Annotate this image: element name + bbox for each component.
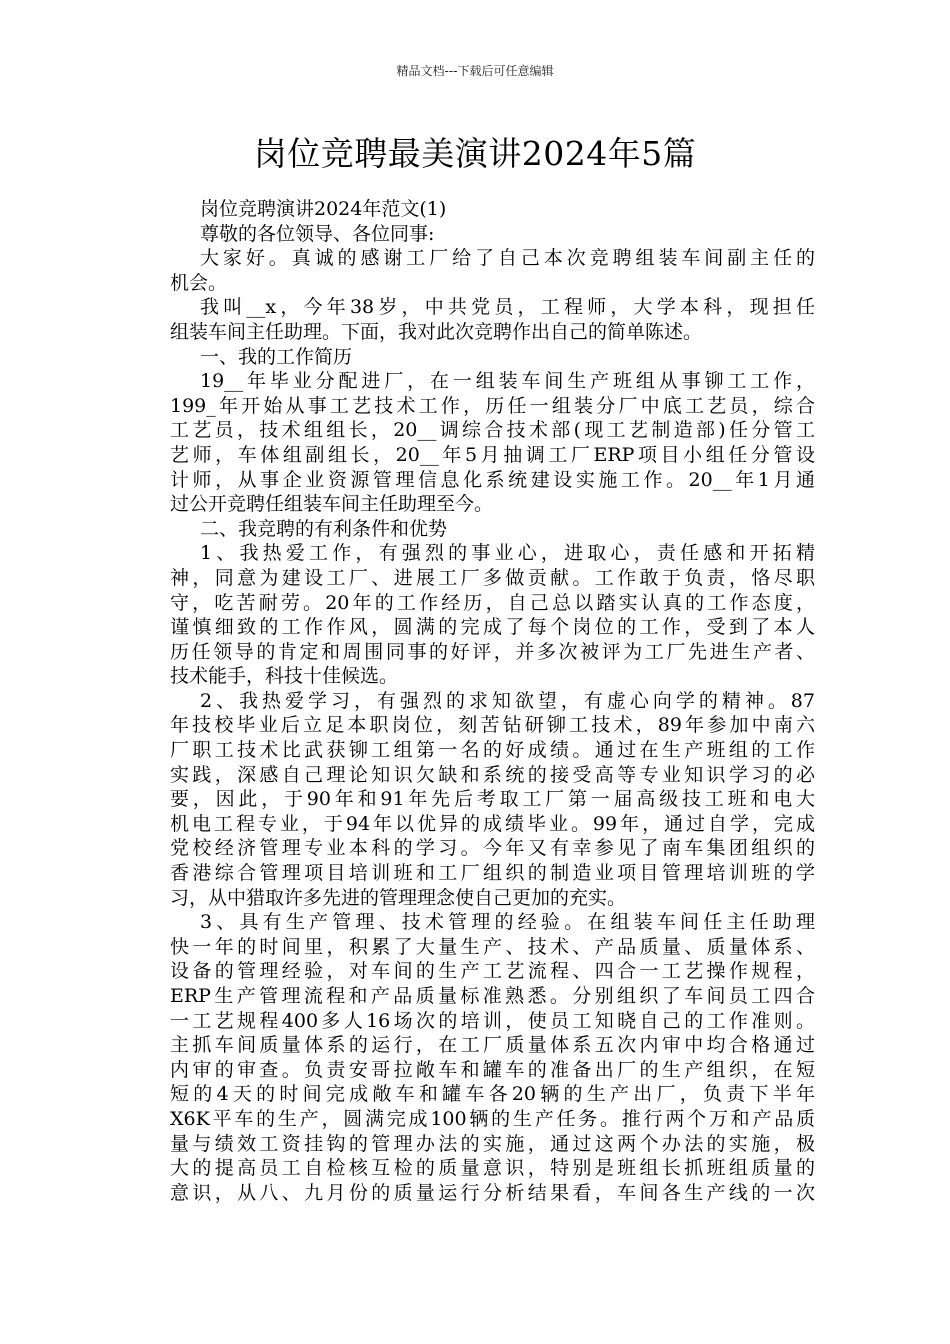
text-line: 历任领导的肯定和周围同事的好评，并多次被评为工厂先进生产者、: [170, 640, 815, 663]
text-line: 艺师，车体组副组长，20__年5月抽调工厂ERP项目小组任分管设: [170, 443, 815, 466]
text-line: 年技校毕业后立足本职岗位，刻苦钻研铆工技术，89年参加中南六: [170, 714, 815, 737]
text-line: 实践，深感自己理论知识欠缺和系统的接受高等专业知识学习的必: [170, 763, 815, 786]
text-line: 大家好。真诚的感谢工厂给了自己本次竞聘组装车间副主任的: [200, 247, 815, 270]
text-line: 要，因此，于90年和91年先后考取工厂第一届高级技工班和电大: [170, 788, 815, 811]
body-text: [170, 197, 815, 1205]
text-line: 2、我热爱学习，有强烈的求知欲望，有虚心向学的精神。87: [200, 689, 815, 712]
text-line: 谨慎细致的工作作风，圆满的完成了每个岗位的工作，受到了本人: [170, 616, 815, 639]
text-line: 二、我竞聘的有利条件和优势: [200, 517, 448, 540]
text-line: 短的4天的时间完成敞车和罐车各20辆的生产出厂，负责下半年: [170, 1083, 815, 1106]
text-line: 大的提高员工自检核互检的质量意识，特别是班组长抓班组质量的: [170, 1157, 815, 1180]
text-line: X6K平车的生产，圆满完成100辆的生产任务。推行两个万和产品质: [170, 1107, 815, 1130]
text-line: 神，同意为建设工厂、进展工厂多做贡献。工作敢于负责，恪尽职: [170, 566, 815, 589]
text-line: 主抓车间质量体系的运行，在工厂质量体系五次内审中均合格通过: [170, 1034, 815, 1057]
text-line: 厂职工技术比武获铆工组第一名的好成绩。通过在生产班组的工作: [170, 739, 815, 762]
text-line: 1、我热爱工作，有强烈的事业心，进取心，责任感和开拓精: [200, 542, 815, 565]
text-line: 量与绩效工资挂钩的管理办法的实施，通过这两个办法的实施，极: [170, 1132, 815, 1155]
text-line: 过公开竞聘任组装车间主任助理至今。: [170, 493, 494, 516]
text-line: 设备的管理经验，对车间的生产工艺流程、四合一工艺操作规程，: [170, 960, 815, 983]
text-line: 组装车间主任助理。下面，我对此次竞聘作出自己的简单陈述。: [170, 320, 703, 343]
text-line: 香港综合管理项目培训班和工厂组织的制造业项目管理培训班的学: [170, 862, 815, 885]
page-title: 岗位竞聘最美演讲2024年5篇: [253, 134, 697, 173]
text-line: ERP生产管理流程和产品质量标准熟悉。分别组织了车间员工四合: [170, 985, 815, 1007]
text-line: 内审的审查。负责安哥拉敞车和罐车的准备出厂的生产组织，在短: [170, 1058, 815, 1081]
text-line: 习，从中猎取许多先进的管理理念使自己更加的充实。: [170, 886, 627, 909]
text-line: 意识，从八、九月份的质量运行分析结果看，车间各生产线的一次: [170, 1181, 815, 1204]
text-line: 快一年的时间里，积累了大量生产、技术、产品质量、质量体系、: [170, 935, 815, 958]
text-line: 工艺员，技术组组长，20__调综合技术部(现工艺制造部)任分管工: [170, 419, 815, 442]
text-line: 3、具有生产管理、技术管理的经验。在组装车间任主任助理: [200, 911, 815, 934]
text-line: 一、我的工作简历: [200, 345, 353, 368]
text-line: 19__年毕业分配进厂，在一组装车间生产班组从事铆工工作，: [200, 370, 815, 393]
text-line: 技术能手，科技十佳候选。: [170, 665, 399, 688]
text-line: 计师，从事企业资源管理信息化系统建设实施工作。20__年1月通: [170, 468, 815, 491]
text-line: 党校经济管理专业本科的学习。今年又有幸参见了南车集团组织的: [170, 837, 815, 860]
text-line: 尊敬的各位领导、各位同事:: [200, 222, 435, 245]
text-line: 我叫__x，今年38岁，中共党员，工程师，大学本科，现担任: [200, 296, 815, 319]
text-line: 守，吃苦耐劳。20年的工作经历，自己总以踏实认真的工作态度，: [170, 591, 815, 614]
text-line: 机电工程专业，于94年以优异的成绩毕业。99年，通过自学，完成: [170, 812, 815, 835]
text-line: 一工艺规程400多人16场次的培训，使员工知晓自己的工作准则。: [170, 1009, 815, 1032]
text-line: 199_年开始从事工艺技术工作，历任一组装分厂中底工艺员，综合: [170, 394, 815, 417]
header-note: 精品文档---下载后可任意编辑: [396, 64, 554, 78]
text-line: 岗位竞聘演讲2024年范文(1): [200, 198, 447, 220]
text-line: 机会。: [170, 271, 228, 294]
